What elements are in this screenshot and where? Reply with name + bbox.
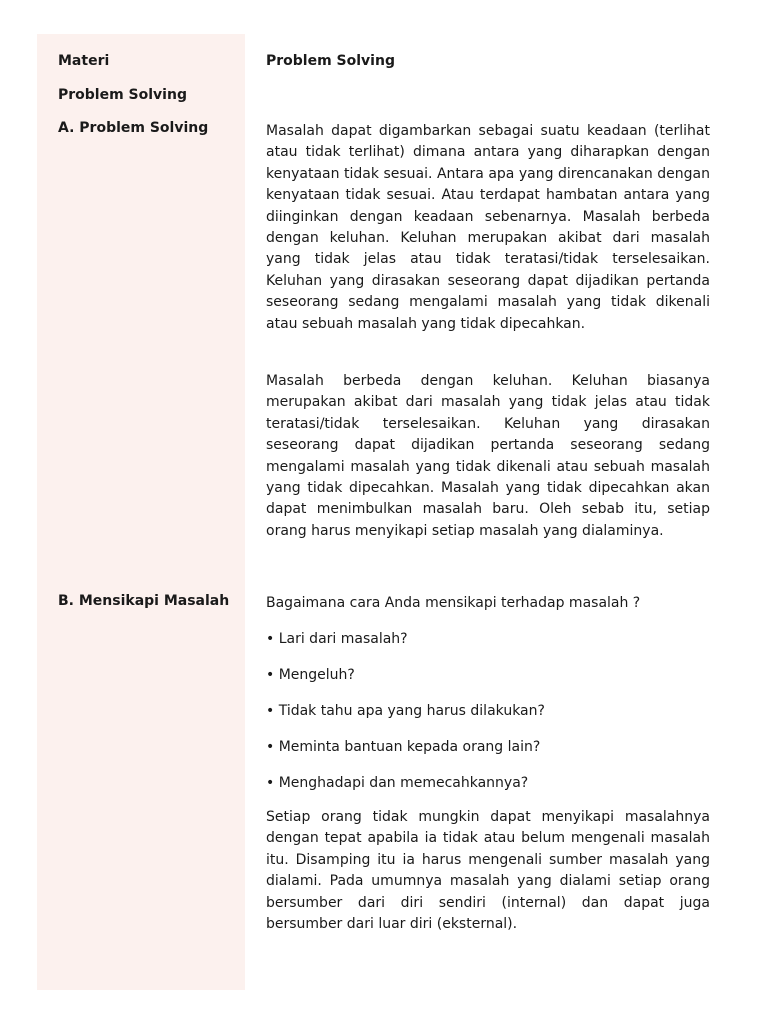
left-column-panel <box>37 34 245 990</box>
list-item: • Mengeluh? <box>266 667 355 683</box>
page-title: Problem Solving <box>266 53 395 69</box>
section-a-paragraph-2: Masalah berbeda dengan keluhan. Keluhan biasanya merupakan akibat dari masalah yang tidak jelas atau tidak teratasi/tidak terselesaikan. Keluhan yang dirasakan seseorang dapat dijadikan pertanda seseorang sedang mengalami masalah yang tidak dikenali atau sebuah masalah yang tidak dipecahkan. Masalah yang tidak dipecahkan akan dapat menimbulkan masalah baru. Oleh sebab itu, setiap orang harus menyikapi setiap masalah yang dialaminya. <box>266 373 710 539</box>
topic-label: Problem Solving <box>58 87 187 103</box>
list-item: • Meminta bantuan kepada orang lain? <box>266 739 541 755</box>
section-b-question: Bagaimana cara Anda mensikapi terhadap masalah ? <box>266 595 641 611</box>
section-b-heading: B. Mensikapi Masalah <box>58 593 230 609</box>
list-item: • Lari dari masalah? <box>266 631 408 647</box>
list-item: • Menghadapi dan memecahkannya? <box>266 775 529 791</box>
section-a-heading: A. Problem Solving <box>58 120 209 136</box>
section-b-paragraph: Setiap orang tidak mungkin dapat menyikapi masalahnya dengan tepat apabila ia tidak atau belum mengenali masalah itu. Disamping itu ia harus mengenali sumber masalah yang dialami. Pada umumnya masalah yang dialami setiap orang bersumber dari diri sendiri (internal) dan dapat juga bersumber dari luar diri (eksternal). <box>266 809 710 933</box>
materi-label: Materi <box>58 53 110 69</box>
section-a-paragraph-1: Masalah dapat digambarkan sebagai suatu keadaan (terlihat atau tidak terlihat) dimana antara yang diharapkan dengan kenyataan tidak sesuai. Antara apa yang direncanakan dengan kenyataan tidak sesuai. Atau terdapat hambatan antara yang diinginkan dengan keadaan sebenarnya. Masalah berbeda dengan keluhan. Keluhan merupakan akibat dari masalah yang tidak jelas atau tidak teratasi/tidak terselesaikan. Keluhan yang dirasakan seseorang dapat dijadikan pertanda seseorang sedang mengalami masalah yang tidak dikenali atau sebuah masalah yang tidak dipecahkan. <box>266 123 710 332</box>
list-item: • Tidak tahu apa yang harus dilakukan? <box>266 703 545 719</box>
